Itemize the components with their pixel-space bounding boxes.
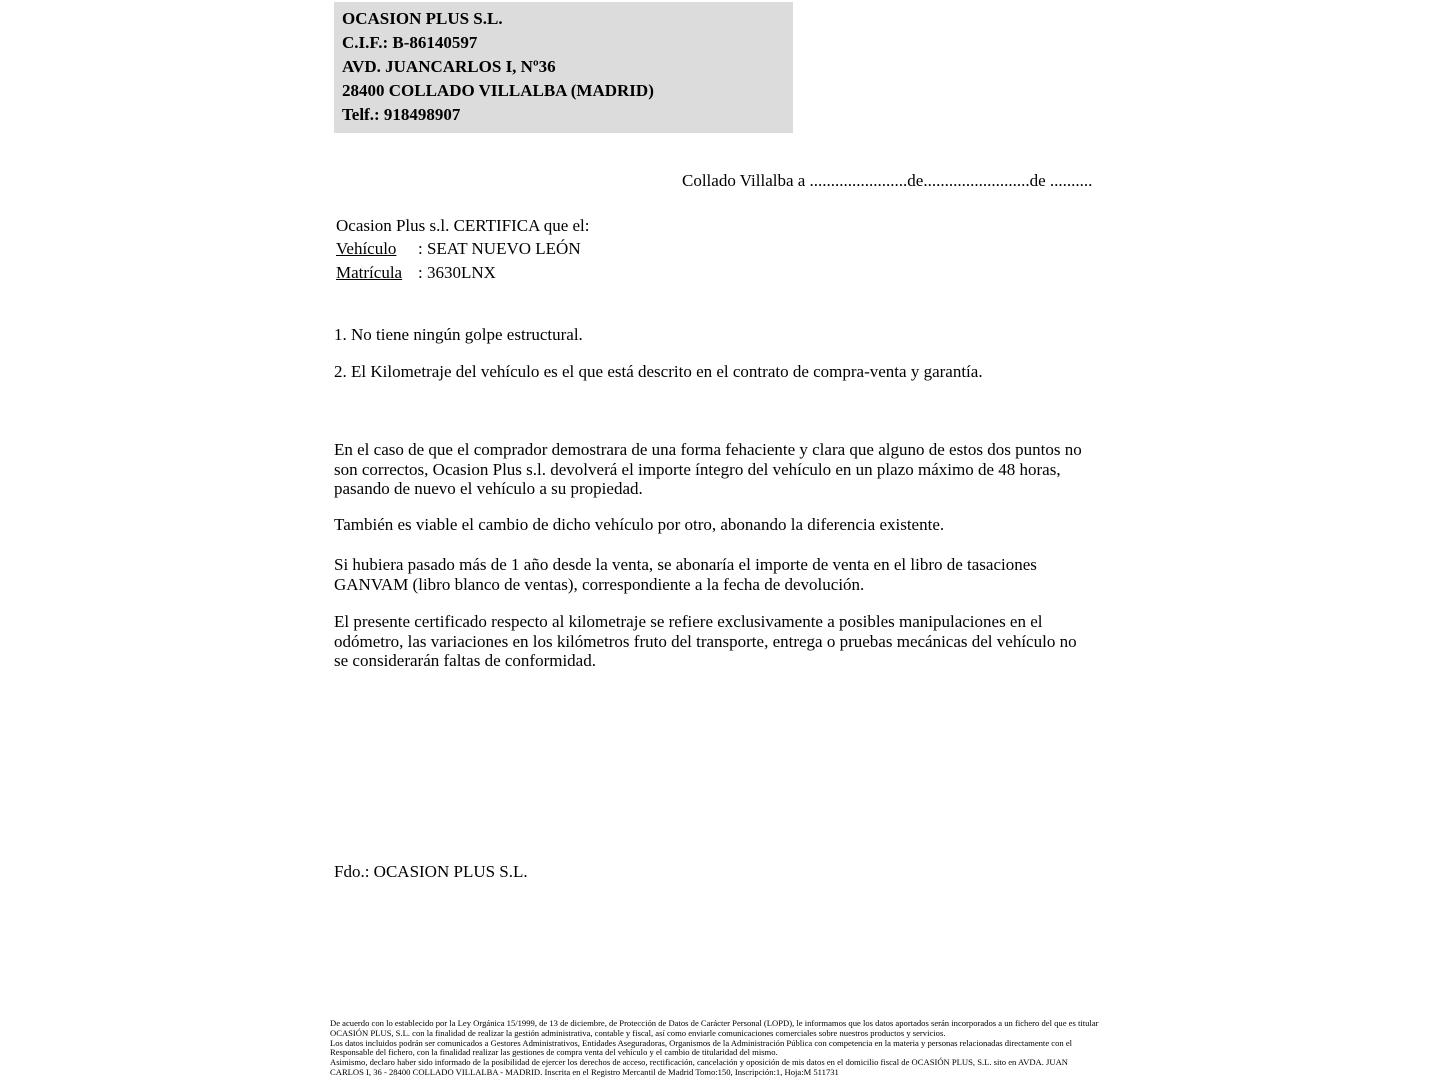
- company-phone: Telf.: 918498907: [342, 105, 461, 124]
- certificate-point-1: 1. No tiene ningún golpe estructural.: [334, 325, 583, 344]
- vehicle-row: [336, 239, 581, 259]
- body-paragraph-ganvam: Si hubiera pasado más de 1 año desde la venta, se abonaría el importe de venta en el libro de tasaciones GANVAM (libro blanco de ventas), correspondiente a la fecha de devolución.: [334, 555, 1037, 594]
- plate-label: Matrícula: [336, 263, 403, 282]
- legal-paragraph-rights: Asimismo, declaro haber sido informado de la posibilidad de ejercer los derechos de acceso, rectificación, cancelación y oposición de mis datos en el domicilio fiscal de OCASIÓN PLUS, S.L. sito en AVDA. JUAN CARLOS I, 36 - 28400 COLLADO VILLALBA - MADRID. Inscrita en el Registro Mercantil de Madrid Tomo:150, Inscripción:1, Hoja:M 511731: [330, 1057, 1069, 1077]
- vehicle-label: Vehículo: [336, 239, 397, 258]
- plate-row: [336, 263, 496, 283]
- body-paragraph-exchange: También es viable el cambio de dicho vehículo por otro, abonando la diferencia existente.: [334, 515, 945, 534]
- plate-value: : 3630LNX: [418, 263, 496, 282]
- legal-footer: [330, 1019, 1102, 1078]
- company-address: AVD. JUANCARLOS I, Nº36: [342, 57, 556, 76]
- company-letterhead: [334, 2, 793, 133]
- certificate-point-2: 2. El Kilometraje del vehículo es el que está descrito en el contrato de compra-venta y garantía.: [334, 362, 983, 381]
- body-paragraph-odometer: El presente certificado respecto al kilometraje se refiere exclusivamente a posibles manipulaciones en el odómetro, las variaciones en los kilómetros fruto del transporte, entrega o pruebas mecánicas del vehículo no se considerarán faltas de conformidad.: [334, 612, 1077, 670]
- body-paragraph-refund: En el caso de que el comprador demostrara de una forma fehaciente y clara que alguno de estos dos puntos no son correctos, Ocasion Plus s.l. devolverá el importe íntegro del vehículo en un plazo máximo de 48 horas, pasando de nuevo el vehículo a su propiedad.: [334, 440, 1082, 498]
- certify-intro: Ocasion Plus s.l. CERTIFICA que el:: [336, 216, 590, 235]
- legal-paragraph-lopd: De acuerdo con lo establecido por la Ley Orgánica 15/1999, de 13 de diciembre, de Protección de Datos de Carácter Personal (LOPD), le informamos que los datos aportados serán incorporados a un fichero del que es titular OCASIÓN PLUS, S.L. con la finalidad de realizar la gestión administrativa, contable y fiscal, así como enviarle comunicaciones comerciales sobre nuestros productos y servicios.: [330, 1018, 1099, 1038]
- vehicle-value: : SEAT NUEVO LEÓN: [418, 239, 581, 258]
- date-line: Collado Villalba a .......................de.........................de ..........: [682, 171, 1093, 190]
- company-cif: C.I.F.: B-86140597: [342, 33, 478, 52]
- company-city: 28400 COLLADO VILLALBA (MADRID): [342, 81, 654, 100]
- legal-paragraph-data-sharing: Los datos incluidos podrán ser comunicados a Gestores Administrativos, Entidades Aseguradoras, Organismos de la Administración Pública con competencia en la materia y personas relacionadas directamente con el Responsable del fichero, con la finalidad realizar las gestiones de compra venta del vehículo y el cambio de titularidad del mismo.: [330, 1037, 1073, 1058]
- company-name: OCASION PLUS S.L.: [342, 9, 503, 28]
- signature-line: Fdo.: OCASION PLUS S.L.: [334, 862, 528, 881]
